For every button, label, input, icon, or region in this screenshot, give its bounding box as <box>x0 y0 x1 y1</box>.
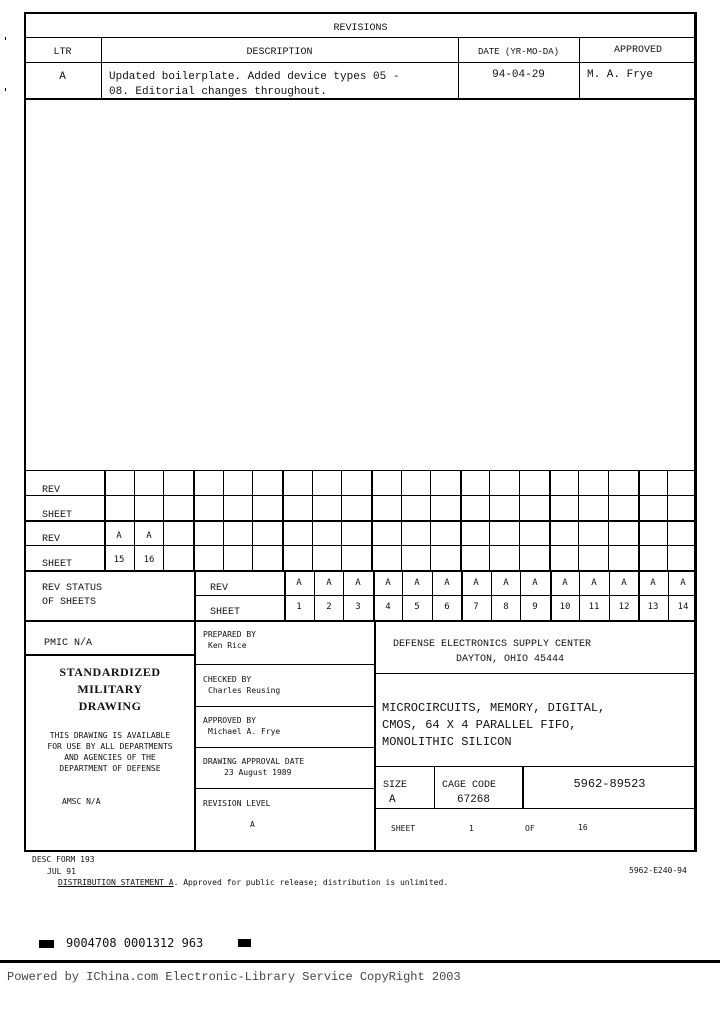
status-sheet-cell: 5 <box>414 602 420 612</box>
revision-description-line2: 08. Editorial changes throughout. <box>109 86 327 98</box>
upper-sheet-label: SHEET <box>42 510 73 521</box>
grid-divider <box>312 470 313 570</box>
header-ltr: LTR <box>53 47 72 58</box>
of-value: 16 <box>578 823 588 832</box>
lower-rev-cell: A <box>116 531 122 541</box>
header-approved: APPROVED <box>613 45 662 56</box>
size-value: A <box>389 794 396 806</box>
status-sheet-cell: 10 <box>559 602 571 612</box>
approved-by-label: APPROVED BY <box>203 716 256 725</box>
grid-divider <box>223 470 224 570</box>
checked-by-label: CHECKED BY <box>203 675 252 684</box>
status-rev-cell: A <box>444 578 450 588</box>
status-sheet-cell: 8 <box>503 602 509 612</box>
cage-code-label: CAGE CODE <box>442 780 497 791</box>
barcode-mark-right <box>238 939 251 947</box>
amsc-label: AMSC N/A <box>62 797 101 806</box>
status-rev-cell: A <box>621 578 627 588</box>
pmic-label: PMIC N/A <box>44 638 93 649</box>
header-description: DESCRIPTION <box>246 47 313 58</box>
drawing-number: 5962-89523 <box>573 777 646 791</box>
upper-rev-label: REV <box>42 485 61 496</box>
approval-date-label: DRAWING APPROVAL DATE <box>203 757 305 766</box>
availability-line4: DEPARTMENT OF DEFENSE <box>59 764 161 773</box>
grid-divider <box>519 470 520 570</box>
grid-divider <box>608 470 609 570</box>
lower-rev-label: REV <box>42 534 61 545</box>
status-sheet-cell: 1 <box>296 602 302 612</box>
standardized-line: STANDARDIZED <box>59 665 161 679</box>
header-date: DATE (YR-MO-DA) <box>477 47 559 57</box>
margin-tick <box>5 88 6 91</box>
lower-sheet-label: SHEET <box>42 559 73 570</box>
form-date: JUL 91 <box>47 867 76 876</box>
revision-level-label: REVISION LEVEL <box>203 799 271 808</box>
title-line3: MONOLITHIC SILICON <box>382 735 512 749</box>
grid-divider <box>193 470 195 570</box>
status-sheet-cell: 2 <box>326 602 332 612</box>
status-sheet-cell: 4 <box>385 602 391 612</box>
size-label: SIZE <box>383 780 408 791</box>
of-label: OF <box>525 824 535 833</box>
sheet-value: 1 <box>469 824 474 833</box>
status-rev-cell: A <box>680 578 686 588</box>
grid-divider <box>430 470 431 570</box>
availability-line2: FOR USE BY ALL DEPARTMENTS <box>47 742 173 751</box>
grid-divider <box>460 470 462 570</box>
prepared-by-label: PREPARED BY <box>203 630 256 639</box>
status-rev-cell: A <box>562 578 568 588</box>
revision-description-line1: Updated boilerplate. Added device types 05 - <box>109 71 400 83</box>
agency-line2: DAYTON, OHIO 45444 <box>456 654 565 665</box>
drawing-line: DRAWING <box>78 699 142 713</box>
sheet-label: SHEET <box>391 824 416 833</box>
military-line: MILITARY <box>77 682 143 696</box>
footer-divider <box>0 960 720 963</box>
grid-divider <box>252 470 253 570</box>
status-rev-cell: A <box>473 578 479 588</box>
status-sheet-cell: 3 <box>355 602 361 612</box>
powered-by-text: Powered by IChina.com Electronic-Library Service CopyRight 2003 <box>7 970 461 984</box>
status-sheet-cell: 9 <box>532 602 538 612</box>
status-rev-label: REV <box>210 583 229 594</box>
checked-by-value: Charles Reusing <box>208 686 281 695</box>
lower-rev-cell: A <box>146 531 152 541</box>
grid-divider <box>578 470 579 570</box>
grid-divider <box>549 470 551 570</box>
status-rev-cell: A <box>326 578 332 588</box>
status-rev-cell: A <box>296 578 302 588</box>
status-sheet-cell: 12 <box>618 602 630 612</box>
grid-divider <box>401 470 402 570</box>
revision-level-value: A <box>250 820 255 829</box>
distribution-statement <box>58 878 448 888</box>
grid-divider <box>371 470 373 570</box>
prepared-by-value: Ken Rice <box>208 641 247 650</box>
availability-line1: THIS DRAWING IS AVAILABLE <box>49 731 171 740</box>
revision-approved: M. A. Frye <box>587 69 654 81</box>
status-sheet-cell: 7 <box>473 602 479 612</box>
grid-divider <box>282 470 284 570</box>
status-rev-cell: A <box>385 578 391 588</box>
grid-divider <box>489 470 490 570</box>
form-number: DESC FORM 193 <box>32 855 95 864</box>
status-rev-cell: A <box>591 578 597 588</box>
barcode-number: 9004708 0001312 963 <box>66 936 204 950</box>
status-rev-cell: A <box>355 578 361 588</box>
status-sheet-cell: 14 <box>677 602 689 612</box>
availability-line3: AND AGENCIES OF THE <box>64 753 156 762</box>
margin-tick <box>5 37 6 40</box>
revisions-title: REVISIONS <box>333 23 388 34</box>
lower-sheet-cell: 15 <box>113 555 125 565</box>
outer-frame <box>24 12 697 852</box>
rev-status-label-line2: OF SHEETS <box>42 597 97 608</box>
revision-date: 94-04-29 <box>492 69 545 81</box>
status-sheet-label: SHEET <box>210 607 241 618</box>
status-rev-cell: A <box>532 578 538 588</box>
grid-divider <box>638 470 640 570</box>
title-line1: MICROCIRCUITS, MEMORY, DIGITAL, <box>382 701 606 715</box>
agency-line1: DEFENSE ELECTRONICS SUPPLY CENTER <box>393 639 592 650</box>
status-sheet-cell: 13 <box>647 602 659 612</box>
document-code: 5962-E240-94 <box>629 866 687 875</box>
grid-divider <box>667 470 668 570</box>
status-sheet-cell: 6 <box>444 602 450 612</box>
distribution-label: DISTRIBUTION STATEMENT A <box>58 878 174 887</box>
status-rev-cell: A <box>650 578 656 588</box>
barcode-mark-left <box>39 940 54 948</box>
title-line2: CMOS, 64 X 4 PARALLEL FIFO, <box>382 718 577 732</box>
approval-date-value: 23 August 1989 <box>224 768 292 777</box>
grid-divider <box>341 470 342 570</box>
status-rev-cell: A <box>414 578 420 588</box>
cage-code-value: 67268 <box>457 794 491 806</box>
lower-sheet-cell: 16 <box>143 555 155 565</box>
rev-status-label-line1: REV STATUS <box>42 583 103 594</box>
status-rev-cell: A <box>503 578 509 588</box>
revision-ltr: A <box>59 71 66 83</box>
approved-by-value: Michael A. Frye <box>208 727 281 736</box>
status-sheet-cell: 11 <box>588 602 600 612</box>
distribution-text: . Approved for public release; distribution is unlimited. <box>173 878 449 887</box>
